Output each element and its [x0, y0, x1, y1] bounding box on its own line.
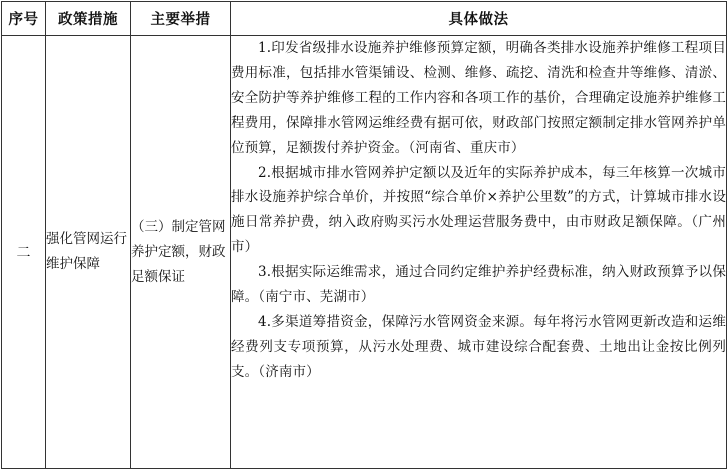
header-policy: 政策措施	[46, 2, 131, 36]
policy-table	[1, 1, 727, 469]
header-detail: 具体做法	[231, 2, 727, 36]
header-main-measure: 主要举措	[131, 2, 231, 36]
header-seq: 序号	[2, 2, 46, 36]
detail-item-1: 1.印发省级排水设施养护维修预算定额，明确各类排水设施养护维修工程项目费用标准，包括排水管渠铺设、检测、维修、疏挖、清洗和检查井等维修、清淤、安全防护等养护维修工程的工作内容和各项工作的基价，合理确定设施养护维修工程费用，保障排水管网运维经费有据可依，财政部门按照定额制定排水管网养护单位预算，足额拨付养护资金。（河南省、重庆市）	[231, 40, 726, 156]
cell-seq: 二	[2, 36, 46, 469]
cell-detail	[231, 36, 727, 469]
detail-item-2: 2.根据城市排水管网养护定额以及近年的实际养护成本，每三年核算一次城市排水设施养护综合单价，并按照“综合单价×养护公里数”的方式，计算城市排水设施日常养护费，纳入政府购买污水处理运营服务费中，由市财政足额保障。（广州市）	[231, 164, 726, 256]
table-row	[2, 36, 727, 469]
table-header-row	[2, 2, 727, 36]
detail-item-3: 3.根据实际运维需求，通过合同约定维护养护经费标准，纳入财政预算予以保障。（南宁市、芜湖市）	[231, 264, 726, 306]
cell-policy: 强化管网运行维护保障	[46, 36, 131, 469]
detail-item-4: 4.多渠道筹措资金，保障污水管网资金来源。每年将污水管网更新改造和运维经费列支专项预算，从污水处理费、城市建设综合配套费、土地出让金按比例列支。（济南市）	[231, 313, 726, 380]
cell-main-measure: （三）制定管网养护定额，财政足额保证	[131, 36, 231, 469]
